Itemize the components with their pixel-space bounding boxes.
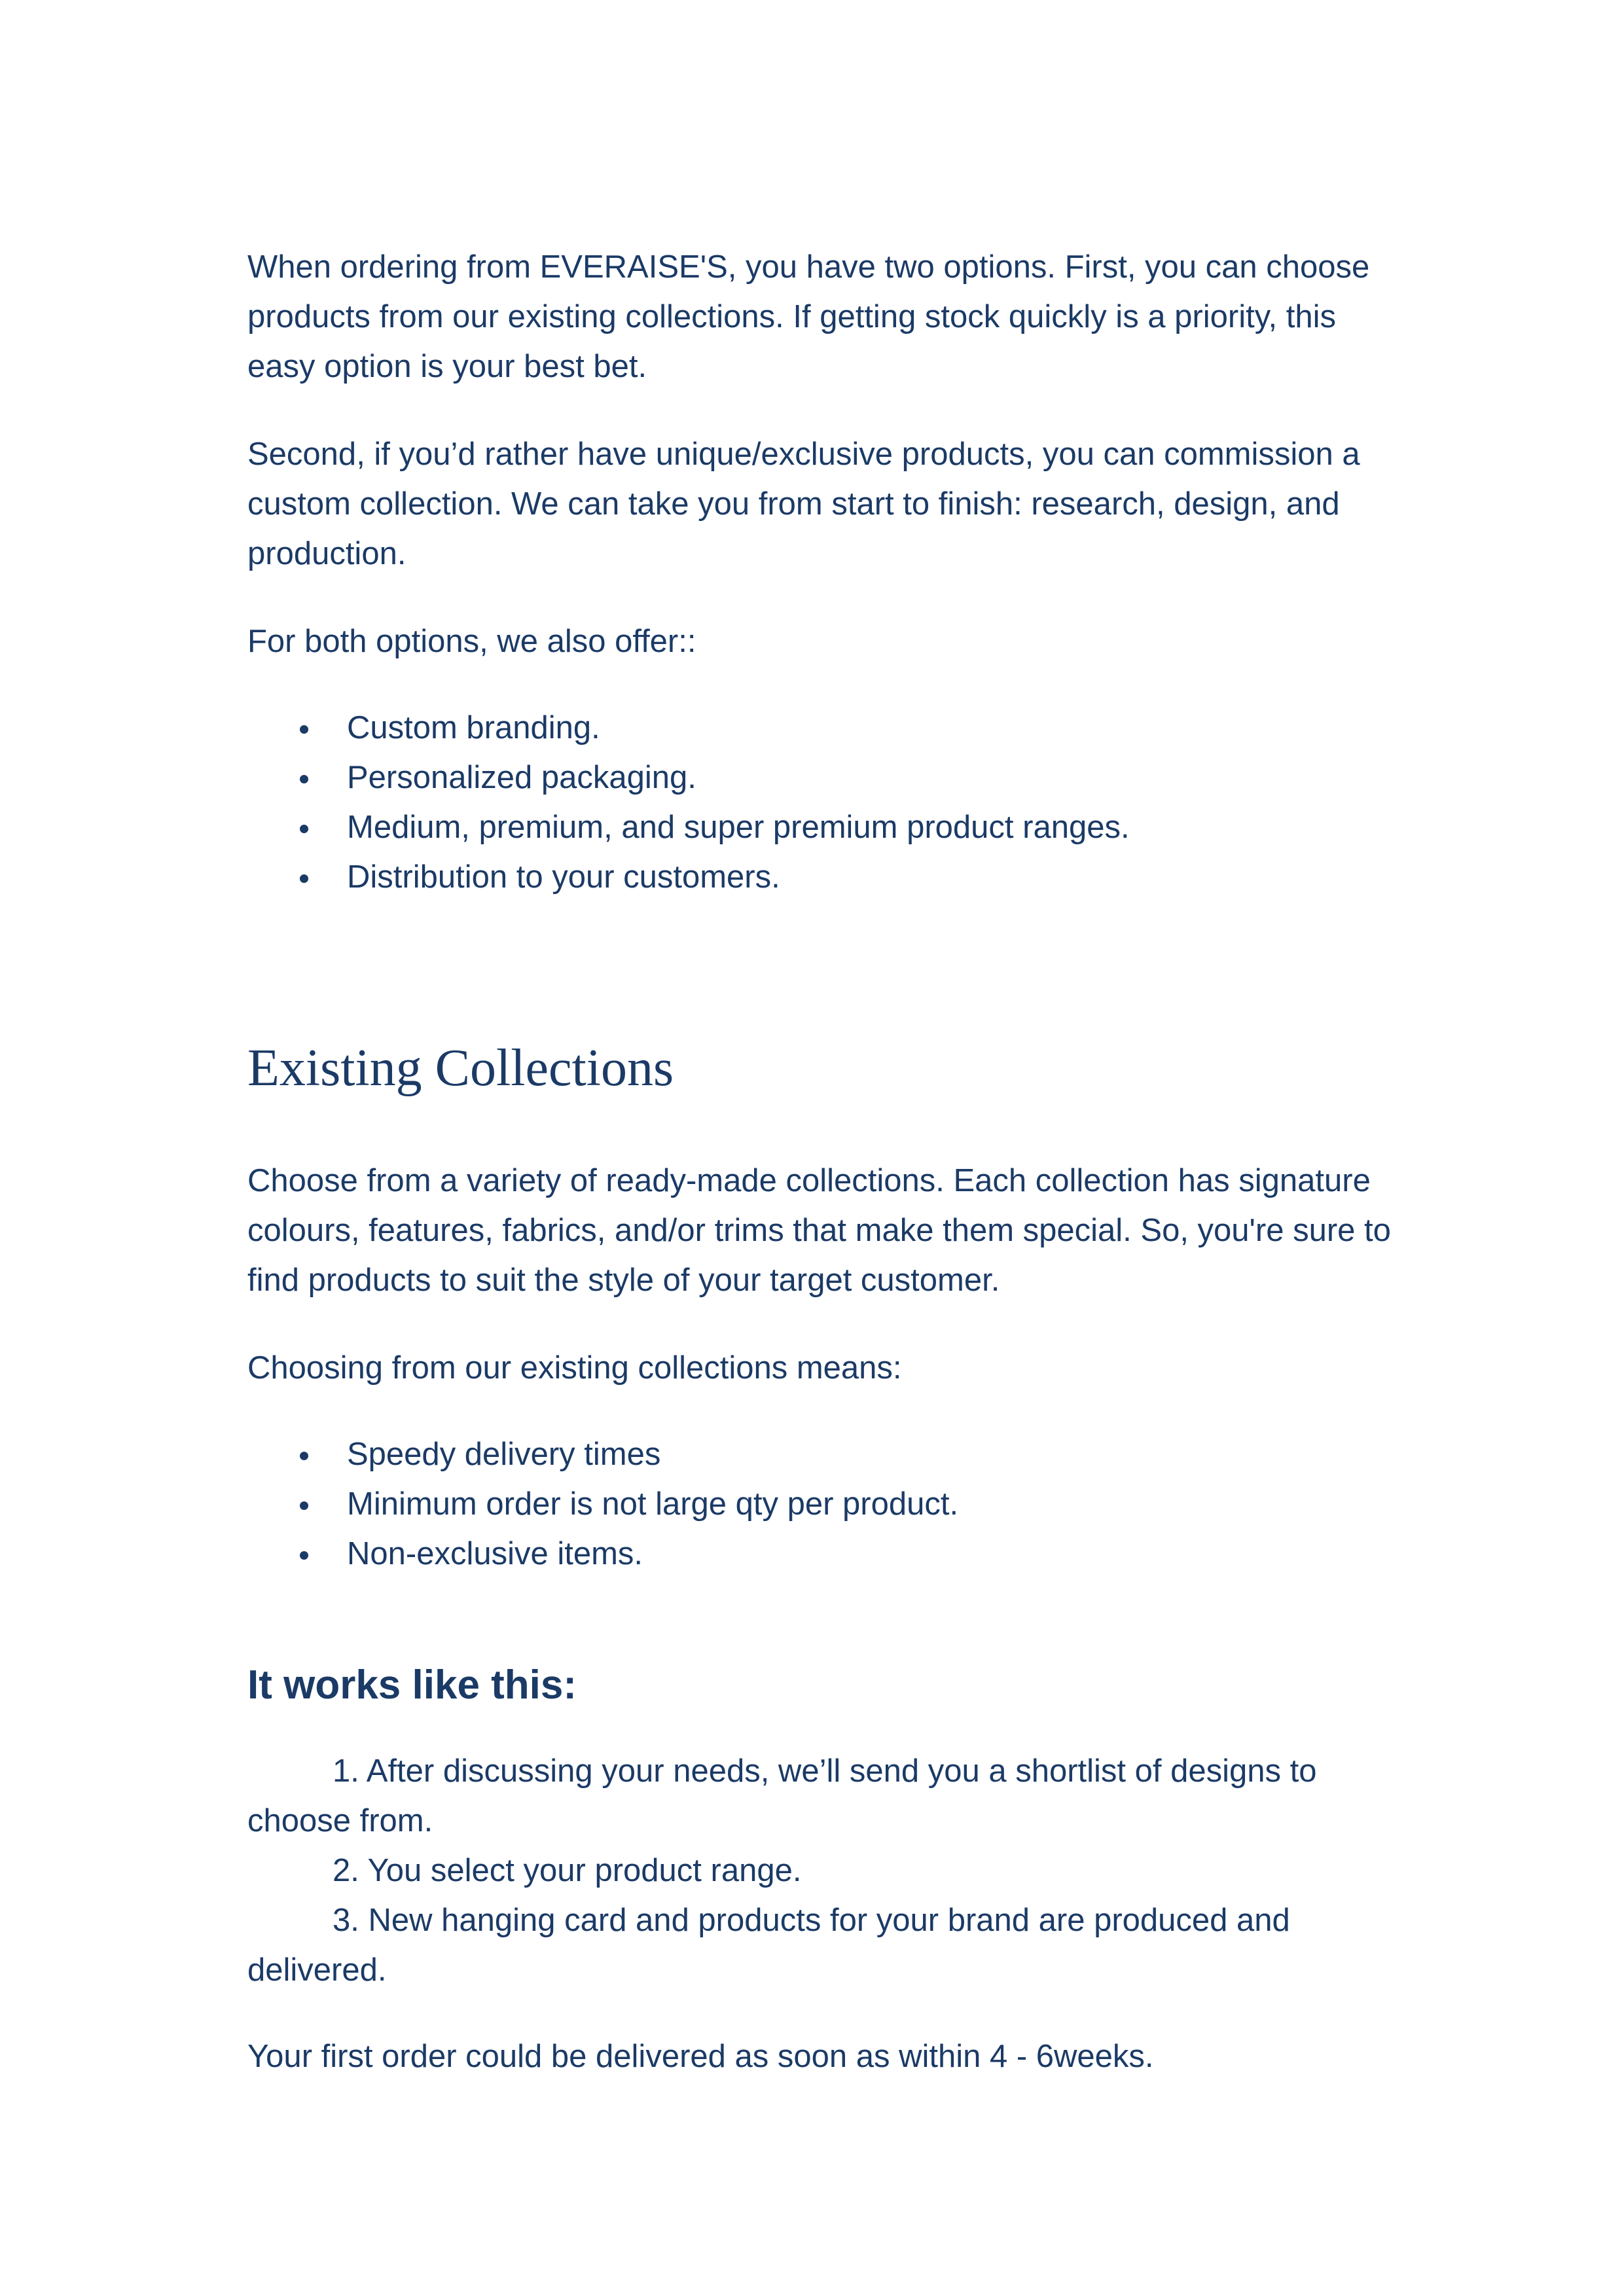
list-item xyxy=(247,753,1399,802)
list-item xyxy=(247,852,1399,902)
bullet-icon xyxy=(300,1501,308,1510)
offer-text: Medium, premium, and super premium product ranges. xyxy=(347,810,1130,845)
step-item: 3. New hanging card and products for your brand are produced and delivered. xyxy=(247,1903,1290,1988)
means-list xyxy=(247,1429,1399,1579)
existing-collections-heading: Existing Collections xyxy=(247,1039,674,1097)
bullet-icon xyxy=(300,874,308,883)
list-item xyxy=(247,1479,1399,1529)
intro-paragraph-3: For both options, we also offer:: xyxy=(247,624,696,659)
bullet-icon xyxy=(300,1551,308,1560)
step-item: 2. You select your product range. xyxy=(333,1853,802,1888)
offer-text: Distribution to your customers. xyxy=(347,859,780,895)
closing-paragraph: Your first order could be delivered as soon as within 4 - 6weeks. xyxy=(247,2039,1154,2074)
intro-paragraph-2: Second, if you’d rather have unique/exclusive products, you can commission a custom collection. We can take you from start to finish: research, design, and production. xyxy=(247,437,1360,571)
bullet-icon xyxy=(300,825,308,833)
list-item xyxy=(247,1429,1399,1479)
bullet-icon xyxy=(300,775,308,783)
step-item: 1. After discussing your needs, we’ll send you a shortlist of designs to choose from. xyxy=(247,1753,1317,1839)
means-text: Minimum order is not large qty per product. xyxy=(347,1486,959,1522)
offer-text: Custom branding. xyxy=(347,710,600,745)
offer-text: Personalized packaging. xyxy=(347,760,696,795)
works-heading: It works like this: xyxy=(247,1662,577,1708)
existing-paragraph-1: Choose from a variety of ready-made collections. Each collection has signature colours, features, fabrics, and/or trims that make them special. So, you're sure to find products to suit the style of your target customer. xyxy=(247,1163,1391,1298)
list-item xyxy=(247,1529,1399,1579)
existing-paragraph-2: Choosing from our existing collections means: xyxy=(247,1350,902,1386)
bullet-icon xyxy=(300,1452,308,1460)
document-body xyxy=(247,242,1399,2081)
steps-list xyxy=(247,1746,1399,1995)
offers-list xyxy=(247,703,1399,902)
means-text: Non-exclusive items. xyxy=(347,1536,643,1571)
list-item xyxy=(247,802,1399,852)
intro-paragraph-1: When ordering from EVERAISE'S, you have two options. First, you can choose products from our existing collections. If getting stock quickly is a priority, this easy option is your best bet. xyxy=(247,249,1370,384)
means-text: Speedy delivery times xyxy=(347,1437,661,1472)
bullet-icon xyxy=(300,725,308,734)
list-item xyxy=(247,703,1399,753)
